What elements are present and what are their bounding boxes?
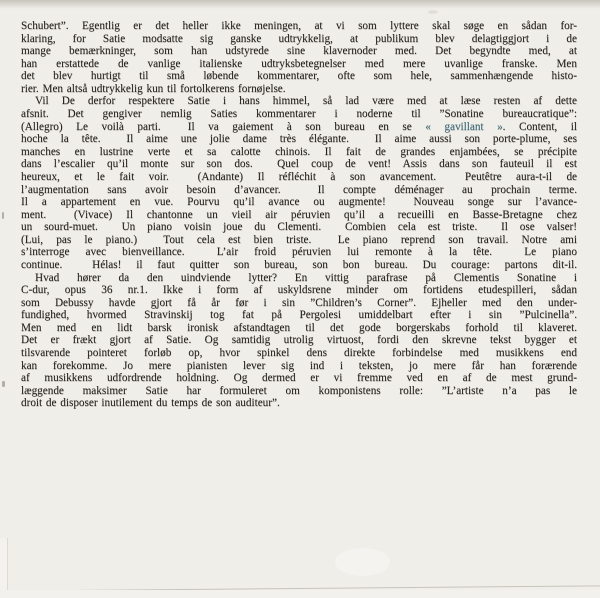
text-line <box>21 45 577 58</box>
text-segment: (Lui, pas le piano.) Tout cela est bien triste. Le piano reprend son travail. Notre ami <box>21 233 577 246</box>
text-segment: ment. (Vivace) Il chantonne un vieil air péruvien qu’il a recueilli en Basse-Bretagne chez <box>21 208 577 221</box>
text-line <box>21 158 577 171</box>
text-segment: mange bemærkninger, som han udstyrede sine klavernoder med. Det begyndte med, at <box>21 45 577 58</box>
text-line <box>21 360 577 373</box>
text-segment: continue. Hélas! il faut quitter son bureau, son bon bureau. Du courage: partons dit-il. <box>21 258 577 271</box>
text-segment: dans l’escalier qu’il monte sur son dos. Quel coup de vent! Assis dans son fauteuil il est <box>21 158 577 171</box>
text-line <box>21 259 577 272</box>
text-line <box>21 95 577 108</box>
text-line <box>21 372 577 385</box>
text-line <box>21 196 577 209</box>
text-segment: rier. Men altså udtrykkelig kun til fortolkerens fornøjelse. <box>21 82 286 95</box>
text-segment: l’augmentation sans avoir besoin d’avancer. Il compte déménager au prochain terme. <box>21 183 577 196</box>
text-line <box>21 246 577 259</box>
text-line <box>21 309 577 322</box>
text-segment: manches en lustrine verte et sa calotte chinois. Il fait de grandes enjambées, se précipite <box>21 145 577 158</box>
text-segment: droit de disposer inutilement du temps de son auditeur”. <box>21 397 280 410</box>
text-segment: . Content, il <box>502 120 577 133</box>
text-segment: han erstattede de vanlige italienske udtryksbetegnelser med mere uvanlige franske. Men <box>21 57 577 70</box>
paper-smudge <box>428 10 438 14</box>
text-segment: un sourd-muet. Un piano voisin joue du Clementi. Combien cela est triste. Il ose valser! <box>21 221 577 234</box>
text-line <box>21 108 577 121</box>
text-segment: læggende maksimer Satie har formuleret om komponistens rolle: ”L’artiste n’a pas le <box>21 384 577 397</box>
text-segment: Il a appartement en vue. Pourvu qu’il avance ou augmente! Nouveau songe sur l’avance- <box>21 196 577 209</box>
text-line <box>21 234 577 247</box>
text-line <box>21 385 577 398</box>
text-line <box>21 171 577 184</box>
text-segment: tilsvarende pointeret forløb op, hvor spinkel dens direkte forbindelse med musikkens end <box>21 347 577 360</box>
text-segment: Hvad hører da den uindviende lytter? En vittig parafrase på Clementis Sonatine i <box>35 271 577 284</box>
paper-light-blob <box>335 548 390 576</box>
text-line <box>21 334 577 347</box>
text-segment: hoche la tête. Il aime une jolie dame très élégante. Il aime aussi son porte-plume, ses <box>21 133 577 146</box>
text-line <box>21 284 577 297</box>
text-segment: heureux, et le fait voir. (Andante) Il réfléchit à son avancement. Peutêtre aura-t-il de <box>21 170 577 183</box>
text-line <box>21 33 577 46</box>
paper-speck <box>2 212 4 219</box>
text-line <box>21 209 577 222</box>
page-top-edge-shadow <box>0 0 600 9</box>
text-line <box>21 121 577 134</box>
text-line <box>21 83 577 96</box>
text-segment: Men med en lidt barsk ironisk afstandtagen til det gode borgerskabs forhold til klaveret. <box>21 321 577 334</box>
text-line <box>21 221 577 234</box>
text-segment: Det er frækt gjort af Satie. Og samtidig utrolig virtuost, fordi den skrevne tekst bygger et <box>21 334 577 347</box>
text-line <box>21 297 577 310</box>
text-segment: af musikkens udfordrende holdning. Og dermed er vi fremme ved en af de mest grund- <box>21 372 577 385</box>
text-line <box>21 133 577 146</box>
text-segment: C-dur, opus 36 nr.1. Ikke i form af uskyldsrene minder om fortidens etudespilleri, sådan <box>21 284 577 297</box>
text-line <box>21 397 577 410</box>
text-line <box>21 70 577 83</box>
text-segment: det blev hurtigt til små løbende kommentarer, ofte som hele, sammenhængende histo- <box>21 70 577 83</box>
text-segment: fundighed, hvormed Stravinskij tog fat på Pergolesi umiddelbart efter i sin ”Pulcinella”. <box>21 309 577 322</box>
text-line <box>21 146 577 159</box>
text-segment: som Debussy havde gjort få år før i sin ”Children’s Corner”. Ejheller med den under- <box>21 296 577 309</box>
text-segment: s’interroge avec bienveillance. L’air froid péruvien lui remonte à la tête. Le piano <box>21 246 577 259</box>
page-text <box>21 20 577 410</box>
page-left-edge <box>0 538 8 590</box>
text-segment: Schubert”. Egentlig er det heller ikke meningen, at vi som lyttere skal søge en sådan for- <box>21 20 577 32</box>
paper-speck <box>2 381 5 387</box>
text-line <box>21 322 577 335</box>
text-segment: afsnit. Det gengiver nemlig Saties kommentarer i noderne til ”Sonatine bureaucratique”: <box>21 108 577 121</box>
text-segment: Vil De derfor respektere Satie i hans himmel, så lad være med at læse resten af dette <box>35 95 577 108</box>
text-segment: klaring, for Satie modsatte sig ganske udtrykkelig, at publikum blev delagtiggjort i de <box>21 32 577 45</box>
highlighted-phrase: « gavillant » <box>425 120 503 133</box>
text-segment: (Allegro) Le voilà parti. Il va gaiement à son bureau en se <box>21 120 426 133</box>
text-line <box>21 347 577 360</box>
text-segment: kan forekomme. Jo mere pianisten lever sig ind i teksten, jo mere får han forærende <box>21 359 577 372</box>
page-below-edge <box>0 590 600 598</box>
text-line <box>21 272 577 285</box>
text-line <box>21 184 577 197</box>
text-line <box>21 58 577 71</box>
text-line <box>21 20 577 33</box>
